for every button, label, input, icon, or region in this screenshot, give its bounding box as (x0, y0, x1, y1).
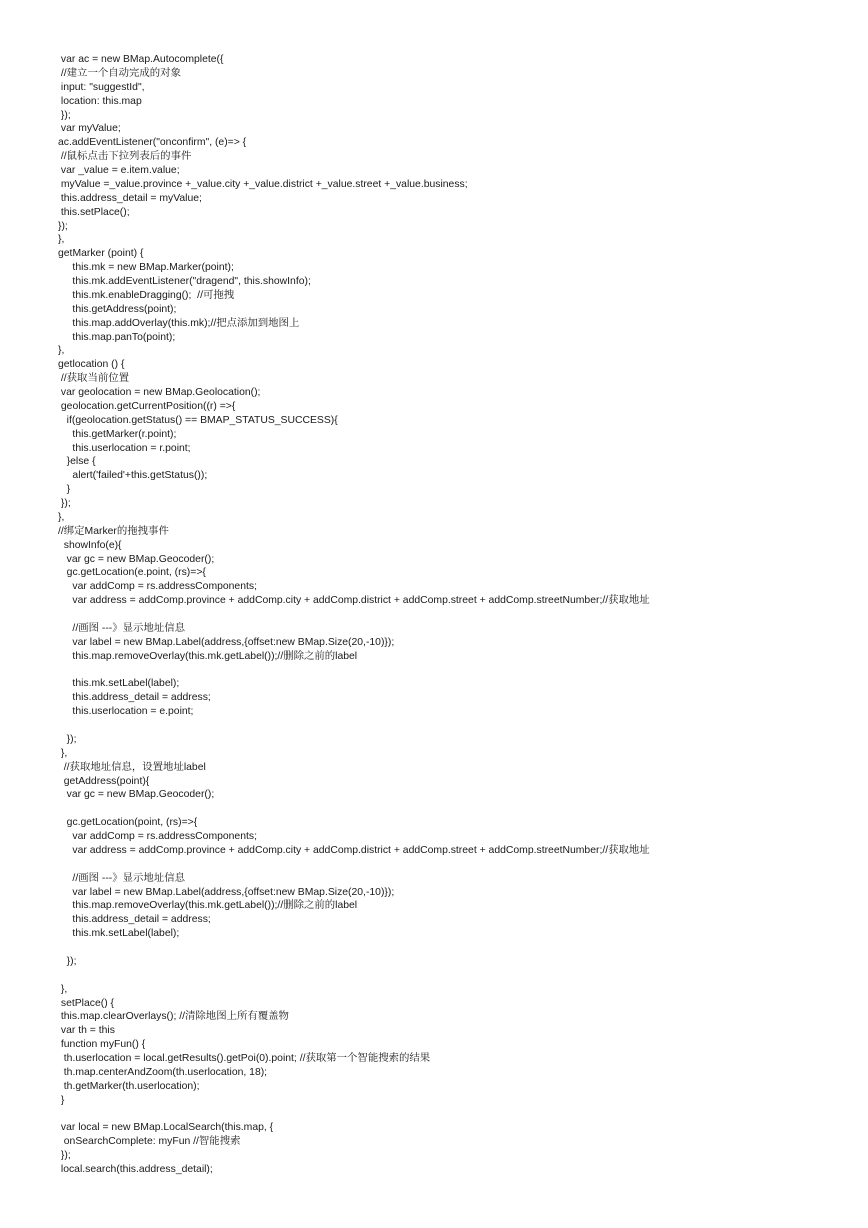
code-line: var label = new BMap.Label(address,{offset:new BMap.Size(20,-10)}); (58, 636, 395, 648)
code-line: this.getMarker(r.point); (58, 428, 177, 440)
code-line: //获取地址信息，设置地址label (58, 761, 206, 773)
code-line: //画图 ---》显示地址信息 (58, 872, 185, 884)
code-line: getAddress(point){ (58, 775, 150, 787)
code-line: var geolocation = new BMap.Geolocation(); (58, 387, 261, 398)
code-line: }, (58, 345, 65, 357)
code-line (58, 664, 848, 678)
code-line: }); (58, 955, 77, 967)
code-line: th.userlocation = local.getResults().getPoi(0).point; //获取第一个智能搜索的结果 (58, 1053, 431, 1064)
code-line: this.mk.setLabel(label); (58, 928, 180, 940)
code-line (58, 941, 848, 955)
code-line: }); (58, 109, 71, 121)
code-line (58, 1108, 848, 1122)
code-line (58, 858, 848, 872)
code-line: //画图 ---》显示地址信息 (58, 622, 185, 634)
code-line: var address = addComp.province + addComp.city + addComp.district + addComp.street + addComp.streetNumber;//获取地址 (58, 595, 650, 607)
code-line: //获取当前位置 (58, 373, 130, 385)
code-line: this.mk.enableDragging(); //可拖拽 (58, 289, 235, 301)
code-line: this.map.panTo(point); (58, 331, 176, 343)
code-line: //鼠标点击下拉列表后的事件 (58, 151, 192, 163)
code-line: //建立一个自动完成的对象 (58, 67, 181, 79)
code-line: ac.addEventListener("onconfirm", (e)=> { (58, 137, 247, 149)
code-line: }, (58, 983, 68, 995)
code-line: var addComp = rs.addressComponents; (58, 581, 257, 593)
code-line: }); (58, 733, 77, 745)
code-line: gc.getLocation(point, (rs)=>{ (58, 817, 198, 829)
code-line: } (58, 1094, 65, 1106)
code-line: this.map.removeOverlay(this.mk.getLabel());//删除之前的label (58, 650, 358, 662)
code-line: } (58, 484, 71, 496)
code-line: this.mk.addEventListener("dragend", this.showInfo); (58, 276, 311, 287)
code-line: this.map.addOverlay(this.mk);//把点添加到地图上 (58, 317, 300, 329)
code-line: var th = this (58, 1025, 115, 1037)
code-line: setPlace() { (58, 997, 115, 1009)
code-line: this.mk.setLabel(label); (58, 678, 180, 690)
code-line: getlocation () { (58, 359, 125, 371)
code-line: th.map.centerAndZoom(th.userlocation, 18); (58, 1066, 268, 1078)
code-line: if(geolocation.getStatus() == BMAP_STATUS_SUCCESS){ (58, 414, 338, 426)
code-line: location: this.map (58, 95, 142, 107)
code-line: getMarker (point) { (58, 248, 144, 260)
code-line: input: "suggestId", (58, 81, 145, 93)
code-line: this.address_detail = address; (58, 692, 211, 704)
code-line: var ac = new BMap.Autocomplete({ (58, 54, 224, 65)
code-line: var label = new BMap.Label(address,{offset:new BMap.Size(20,-10)}); (58, 886, 395, 898)
code-line: this.userlocation = e.point; (58, 706, 194, 718)
code-line: function myFun() { (58, 1039, 146, 1051)
code-line: gc.getLocation(e.point, (rs)=>{ (58, 567, 206, 579)
code-line: var gc = new BMap.Geocoder(); (58, 789, 215, 801)
code-block (58, 53, 848, 1177)
code-line (58, 719, 848, 733)
code-line: local.search(this.address_detail); (58, 1164, 213, 1175)
code-line: var myValue; (58, 123, 121, 135)
code-line (58, 802, 848, 816)
code-line: this.map.clearOverlays(); //清除地图上所有覆盖物 (58, 1011, 289, 1023)
code-line: var addComp = rs.addressComponents; (58, 831, 257, 842)
code-line: var gc = new BMap.Geocoder(); (58, 553, 215, 565)
code-line: }); (58, 220, 68, 232)
code-line: th.getMarker(th.userlocation); (58, 1080, 200, 1092)
code-line: }); (58, 1150, 71, 1162)
code-line (58, 969, 848, 983)
code-line: var _value = e.item.value; (58, 165, 180, 176)
code-line: myValue =_value.province +_value.city +_value.district +_value.street +_value.business; (58, 178, 468, 190)
code-line: var address = addComp.province + addComp.city + addComp.district + addComp.street + addComp.streetNumber;//获取地址 (58, 844, 650, 856)
code-line: this.getAddress(point); (58, 303, 177, 315)
code-line: //绑定Marker的拖拽事件 (58, 525, 169, 537)
code-line: onSearchComplete: myFun //智能搜索 (58, 1136, 241, 1148)
code-line: this.map.removeOverlay(this.mk.getLabel());//删除之前的label (58, 900, 358, 912)
code-line: }else { (58, 456, 96, 468)
code-line: this.mk = new BMap.Marker(point); (58, 262, 234, 274)
code-line: this.address_detail = address; (58, 914, 211, 926)
code-line: }, (58, 234, 65, 246)
code-line: }); (58, 498, 71, 509)
code-line: this.setPlace(); (58, 206, 130, 218)
code-line (58, 608, 848, 622)
code-line: }, (58, 747, 68, 759)
code-line: var local = new BMap.LocalSearch(this.map, { (58, 1122, 274, 1134)
code-line: showInfo(e){ (58, 539, 122, 551)
code-line: geolocation.getCurrentPosition((r) =>{ (58, 400, 236, 412)
code-line: this.address_detail = myValue; (58, 192, 202, 204)
code-line: alert('failed'+this.getStatus()); (58, 470, 208, 482)
code-line: }, (58, 511, 65, 523)
code-line: this.userlocation = r.point; (58, 442, 191, 454)
